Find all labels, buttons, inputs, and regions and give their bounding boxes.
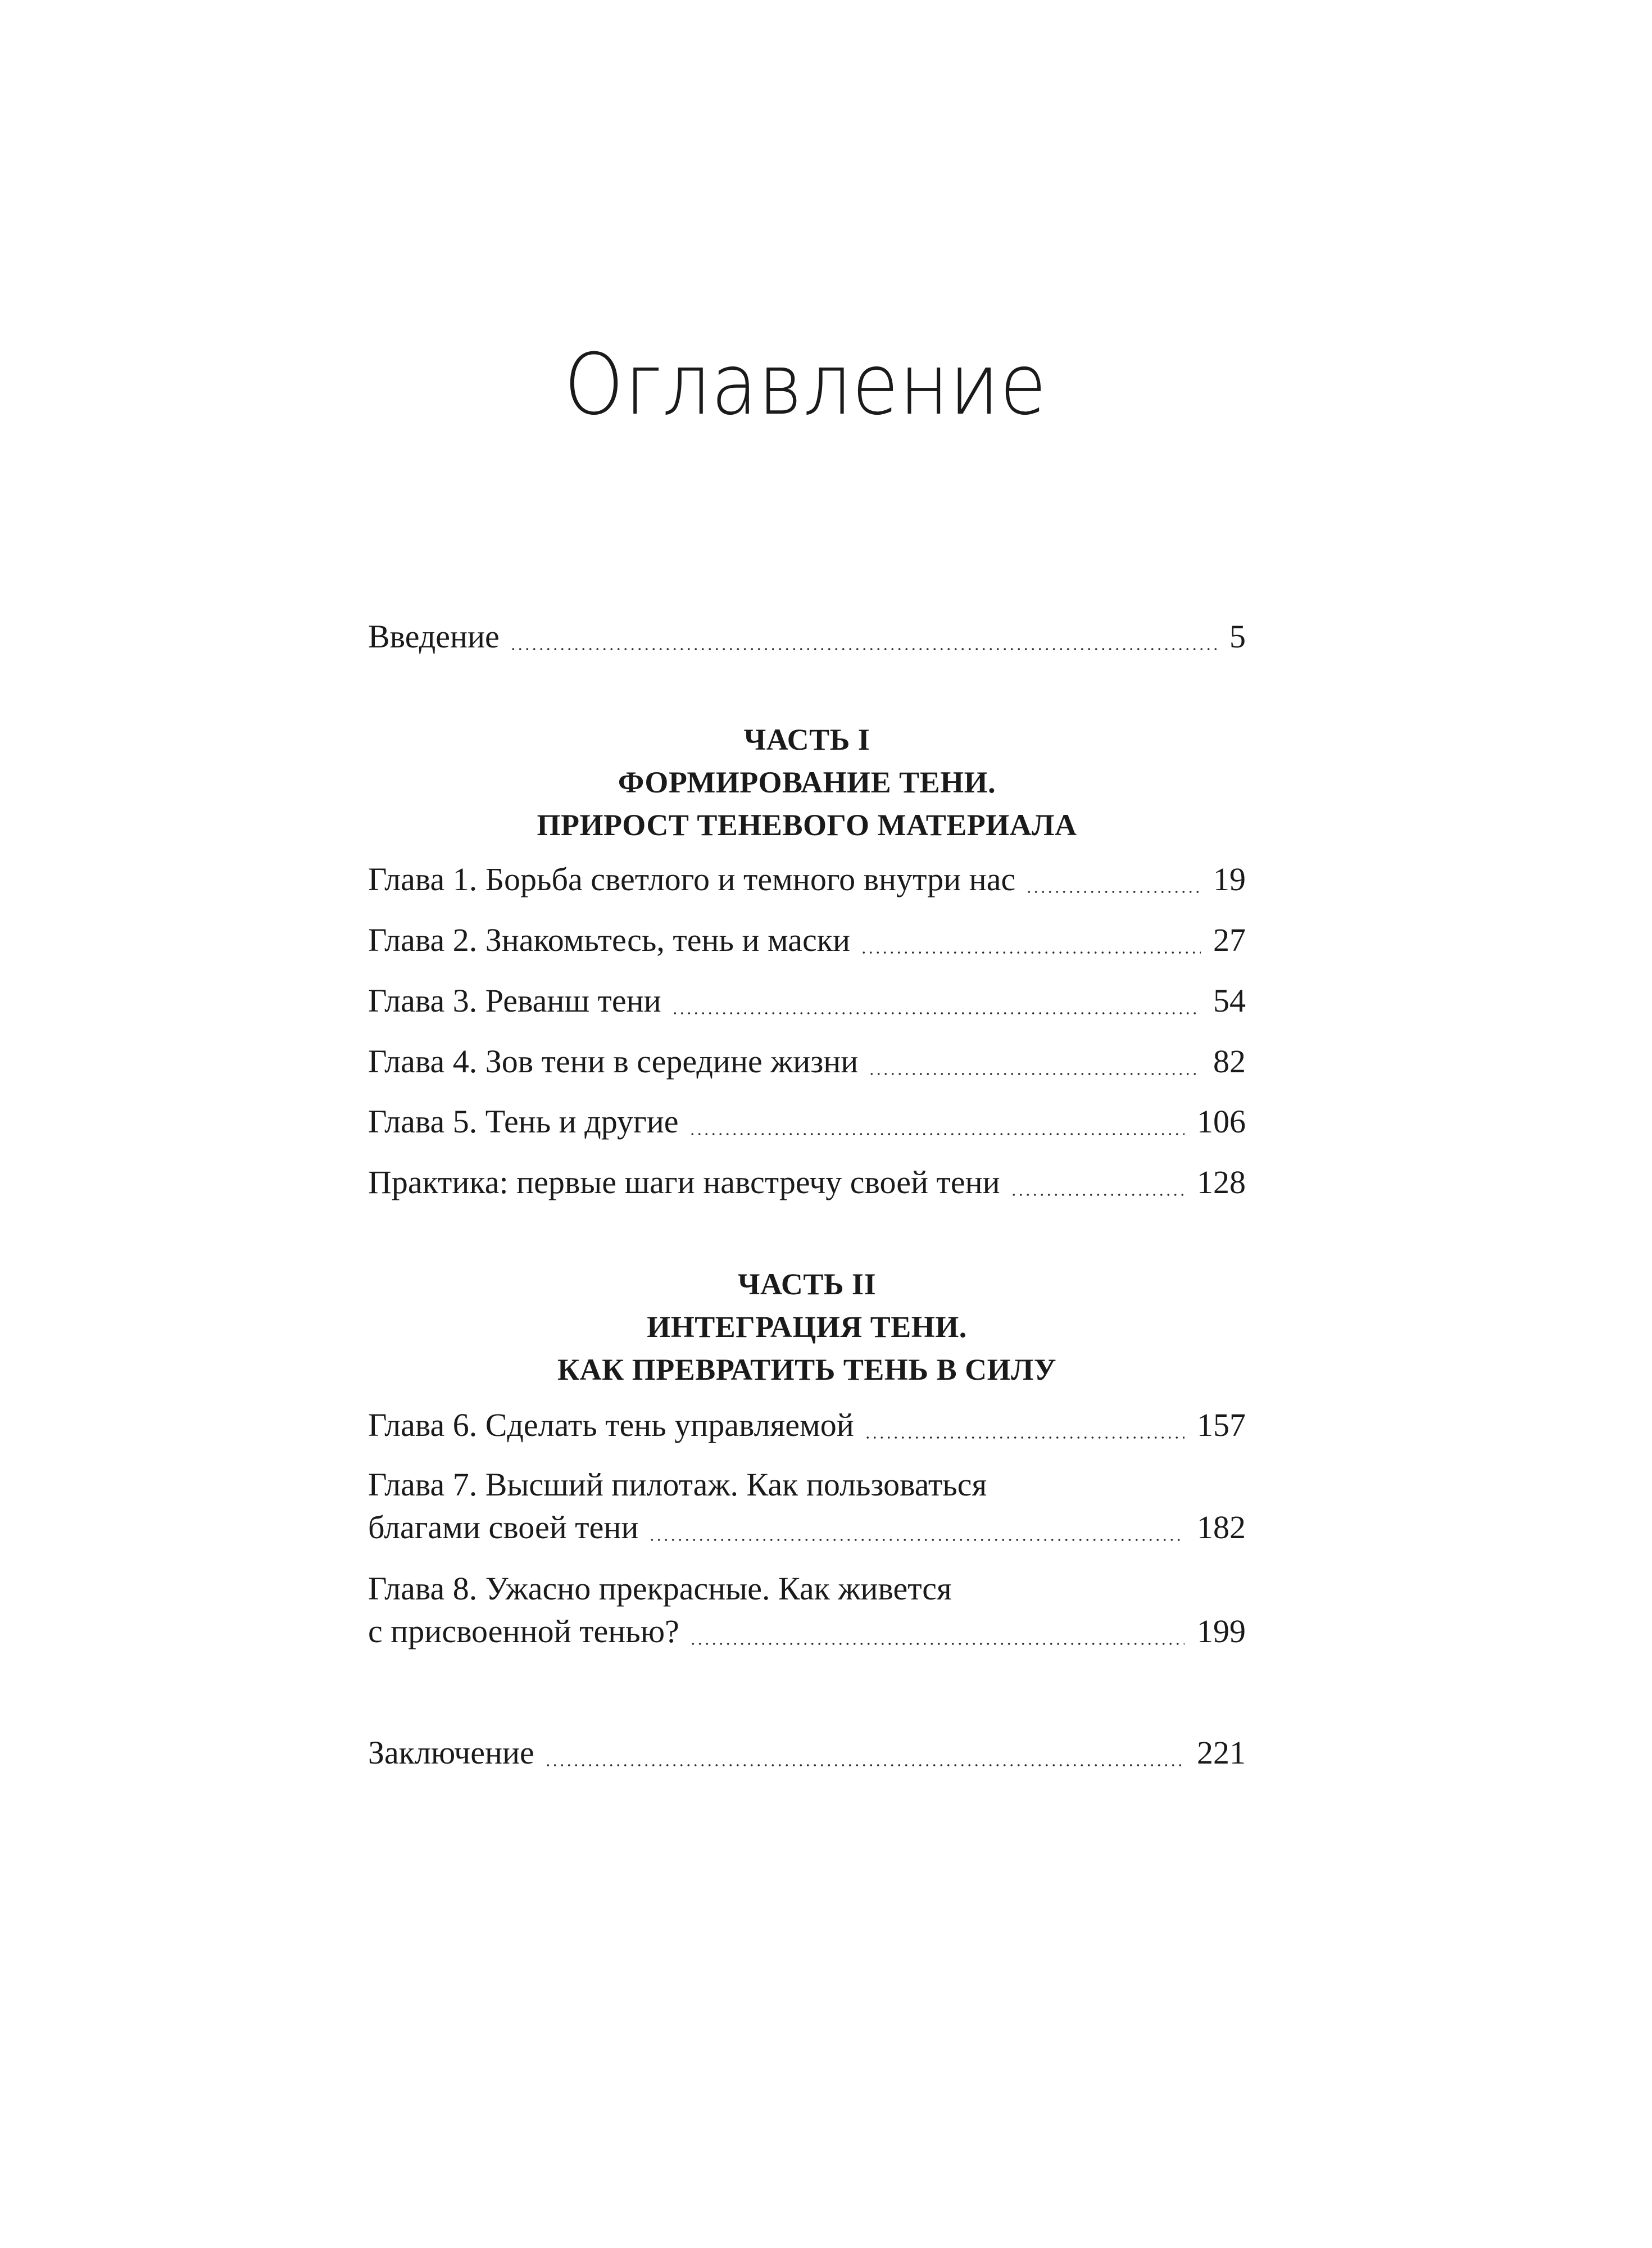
entry-title: Глава 6. Сделать тень управляемой	[368, 1407, 854, 1443]
dot-leader	[1010, 1194, 1184, 1196]
part-1-label: ЧАСТЬ I	[743, 723, 870, 756]
entry-title: Глава 1. Борьба светлого и темного внутри нас	[368, 861, 1016, 898]
toc-entry-chapter-8-line-1[interactable]: Глава 8. Ужасно прекрасные. Как живется	[368, 1570, 952, 1607]
part-2-label: ЧАСТЬ II	[737, 1267, 877, 1301]
page-number: 5	[1229, 618, 1246, 655]
toc-entry-chapter-1[interactable]	[368, 858, 1246, 901]
part-2-title-line-1: ИНТЕГРАЦИЯ ТЕНИ.	[647, 1310, 967, 1344]
entry-title: Глава 2. Знакомьтесь, тень и маски	[368, 922, 850, 958]
toc-entry-introduction[interactable]	[368, 615, 1246, 658]
entry-title: благами своей тени	[368, 1509, 639, 1546]
page-number: 54	[1213, 982, 1246, 1019]
toc-entry-chapter-4[interactable]	[368, 1040, 1246, 1083]
part-1-title-line-1: ФОРМИРОВАНИЕ ТЕНИ.	[618, 765, 996, 799]
toc-entry-chapter-8[interactable]	[368, 1610, 1246, 1653]
dot-leader	[864, 1436, 1184, 1439]
page-number: 19	[1213, 861, 1246, 898]
part-1-title-line-2: ПРИРОСТ ТЕНЕВОГО МАТЕРИАЛА	[537, 808, 1077, 842]
page-number: 27	[1213, 922, 1246, 958]
dot-leader	[1025, 891, 1201, 893]
page-number: 82	[1213, 1043, 1246, 1080]
dot-leader	[648, 1539, 1184, 1541]
dot-leader	[860, 951, 1201, 954]
toc-entry-chapter-7[interactable]	[368, 1506, 1246, 1549]
table-of-contents	[368, 0, 1246, 2248]
page-number: 221	[1197, 1734, 1246, 1771]
entry-title: Глава 4. Зов тени в середине жизни	[368, 1043, 859, 1080]
toc-entry-chapter-3[interactable]	[368, 980, 1246, 1022]
part-2-title-line-2: КАК ПРЕВРАТИТЬ ТЕНЬ В СИЛУ	[557, 1353, 1057, 1386]
toc-entry-conclusion[interactable]	[368, 1732, 1246, 1774]
dot-leader	[671, 1012, 1201, 1014]
entry-title: Глава 5. Тень и другие	[368, 1103, 679, 1140]
page-title: Оглавление	[564, 336, 1047, 434]
page-number: 199	[1197, 1613, 1246, 1649]
dot-leader	[868, 1073, 1201, 1075]
toc-entry-chapter-5[interactable]	[368, 1100, 1246, 1143]
toc-entry-chapter-6[interactable]	[368, 1404, 1246, 1447]
toc-entry-practice[interactable]	[368, 1161, 1246, 1204]
entry-title: с присвоенной тенью?	[368, 1613, 679, 1649]
page-number: 182	[1197, 1509, 1246, 1546]
entry-title: Практика: первые шаги навстречу своей тени	[368, 1164, 1000, 1200]
dot-leader	[510, 648, 1217, 650]
dot-leader	[689, 1133, 1184, 1135]
page-number: 106	[1197, 1103, 1246, 1140]
entry-title: Глава 3. Реванш тени	[368, 982, 661, 1019]
page-number: 157	[1197, 1407, 1246, 1443]
toc-entry-chapter-2[interactable]	[368, 919, 1246, 962]
dot-leader	[689, 1643, 1184, 1645]
entry-title: Введение	[368, 618, 500, 655]
entry-title: Заключение	[368, 1734, 534, 1771]
page-number: 128	[1197, 1164, 1246, 1200]
dot-leader	[544, 1764, 1184, 1766]
toc-entry-chapter-7-line-1[interactable]: Глава 7. Высший пилотаж. Как пользоваться	[368, 1466, 987, 1503]
